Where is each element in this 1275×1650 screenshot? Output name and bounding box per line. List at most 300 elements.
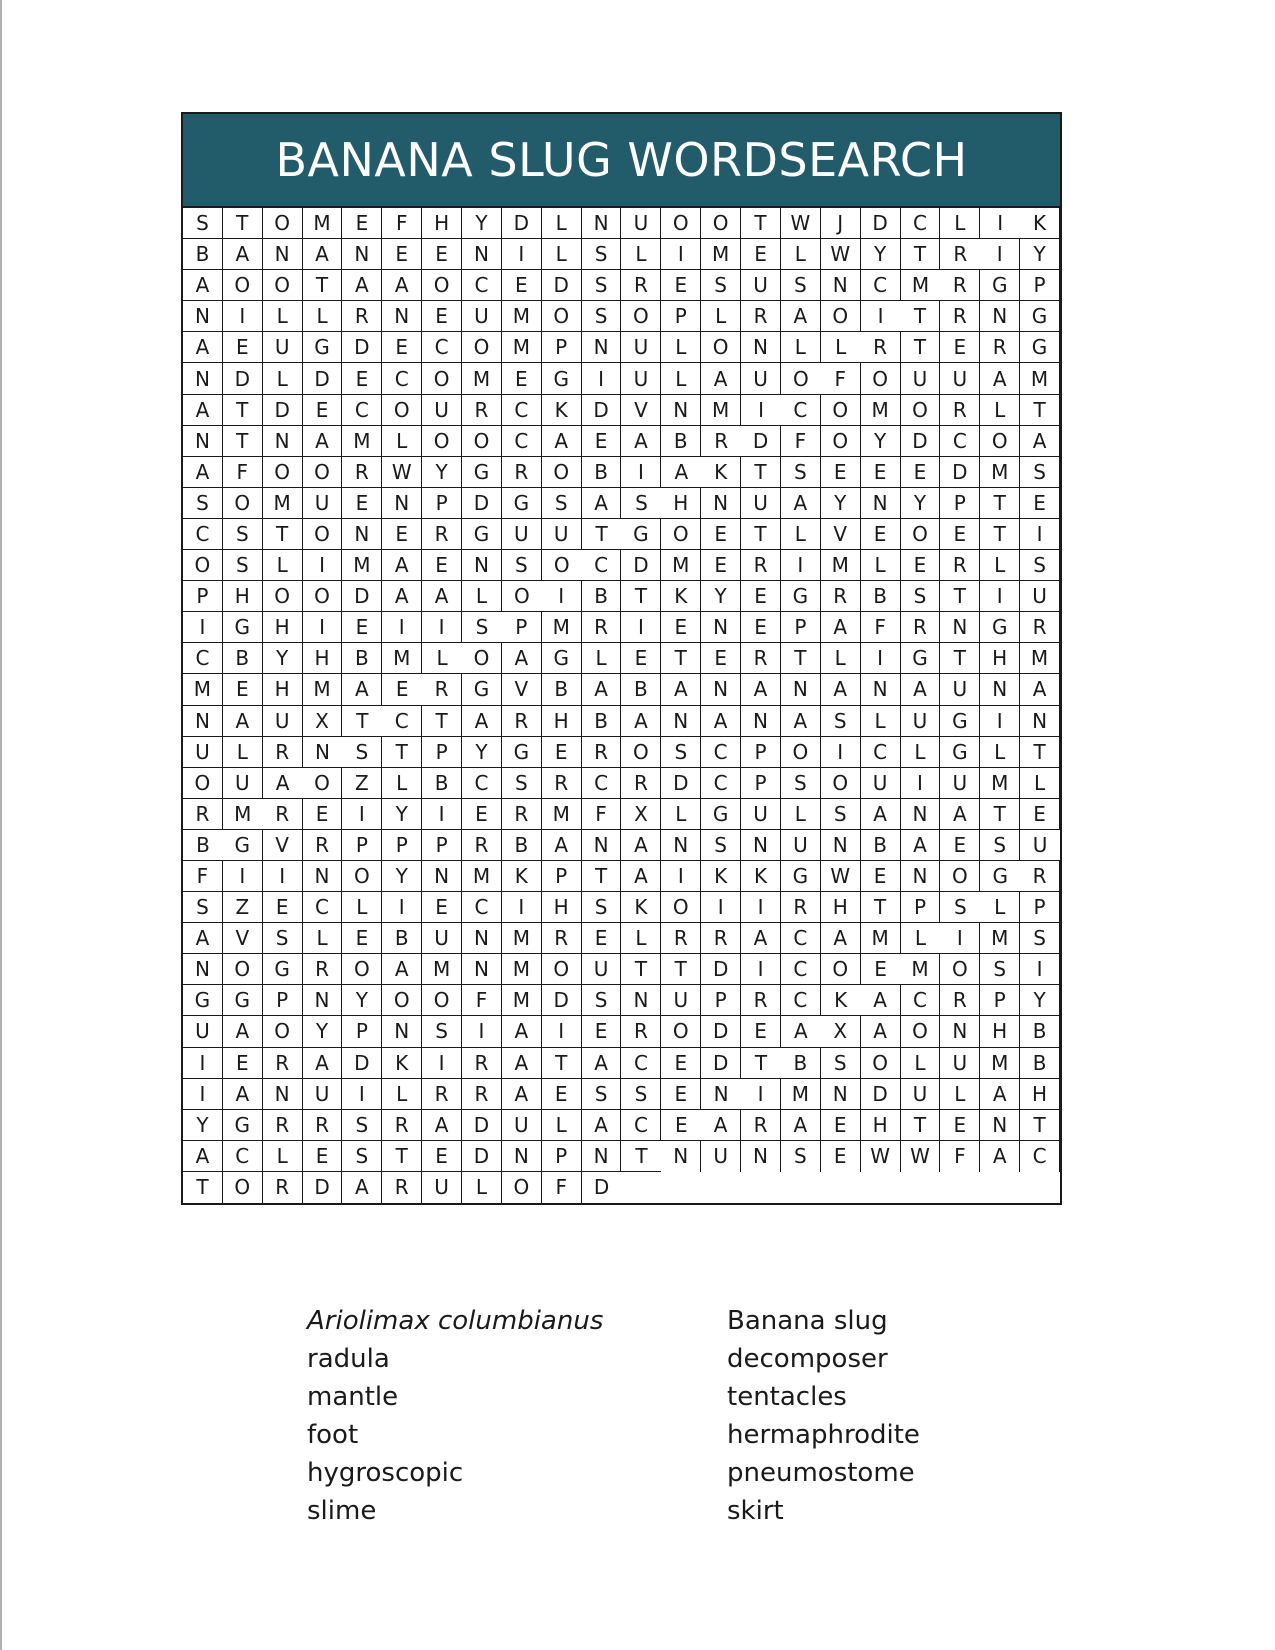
grid-cell: I	[821, 737, 861, 768]
grid-cell: D	[582, 395, 622, 426]
grid-cell: A	[582, 674, 622, 705]
grid-cell: N	[661, 1141, 701, 1172]
grid-cell: O	[342, 954, 382, 985]
grid-cell: K	[621, 892, 661, 923]
grid-cell: M	[542, 799, 582, 830]
grid-cell: R	[821, 581, 861, 612]
grid-cell: E	[940, 830, 980, 861]
grid-cell: T	[223, 426, 263, 457]
grid-cell: S	[781, 457, 821, 488]
grid-cell: E	[342, 612, 382, 643]
grid-cell: O	[263, 581, 303, 612]
grid-cell: E	[582, 1016, 622, 1047]
grid-cell: L	[821, 643, 861, 674]
grid-cell: N	[462, 954, 502, 985]
grid-cell: A	[582, 488, 622, 519]
grid-cell: N	[342, 519, 382, 550]
grid-cell: O	[462, 332, 502, 363]
grid-cell: R	[422, 1079, 462, 1110]
grid-cell: P	[422, 830, 462, 861]
grid-cell: O	[542, 550, 582, 581]
grid-cell: N	[741, 706, 781, 737]
grid-cell: C	[462, 768, 502, 799]
grid-cell: N	[861, 674, 901, 705]
grid-cell: O	[621, 301, 661, 332]
grid-cell: O	[422, 270, 462, 301]
grid-cell: D	[342, 1048, 382, 1079]
grid-cell: N	[980, 1110, 1020, 1141]
grid-cell: O	[901, 395, 941, 426]
grid-cell: T	[582, 861, 622, 892]
grid-cell: T	[901, 332, 941, 363]
grid-cell: O	[661, 208, 701, 239]
grid-cell: A	[502, 643, 542, 674]
grid-cell: R	[701, 923, 741, 954]
word-list-item: Ariolimax columbianus	[307, 1306, 604, 1336]
grid-cell: M	[342, 550, 382, 581]
grid-cell: O	[303, 457, 343, 488]
grid-cell: T	[661, 643, 701, 674]
grid-cell: D	[542, 985, 582, 1016]
grid-cell: C	[861, 270, 901, 301]
grid-cell: O	[661, 1016, 701, 1047]
grid-cell: N	[661, 706, 701, 737]
grid-cell: A	[223, 1016, 263, 1047]
grid-cell: O	[861, 1048, 901, 1079]
grid-cell: T	[901, 1110, 941, 1141]
puzzle-title: BANANA SLUG WORDSEARCH	[183, 114, 1060, 208]
grid-cell: E	[901, 550, 941, 581]
grid-cell: I	[382, 612, 422, 643]
grid-cell: O	[462, 643, 502, 674]
grid-cell: L	[901, 737, 941, 768]
grid-cell: S	[781, 270, 821, 301]
grid-cell: T	[1020, 1110, 1060, 1141]
grid-cell: O	[382, 985, 422, 1016]
grid-cell: P	[1020, 892, 1060, 923]
grid-cell: L	[462, 1172, 502, 1203]
grid-cell: P	[422, 488, 462, 519]
grid-cell: P	[741, 768, 781, 799]
grid-cell: A	[223, 239, 263, 270]
grid-cell: A	[901, 830, 941, 861]
grid-cell: C	[781, 954, 821, 985]
word-list-item: hermaphrodite	[727, 1420, 920, 1450]
grid-cell: L	[303, 923, 343, 954]
word-list-item: tentacles	[727, 1382, 847, 1412]
grid-cell: S	[901, 581, 941, 612]
grid-cell: I	[502, 892, 542, 923]
grid-cell: B	[422, 768, 462, 799]
grid-cell: U	[940, 1048, 980, 1079]
grid-cell: M	[183, 674, 223, 705]
grid-cell: T	[621, 1141, 661, 1172]
grid-cell: L	[303, 301, 343, 332]
grid-cell: E	[821, 457, 861, 488]
grid-cell: L	[542, 208, 582, 239]
grid-cell: R	[940, 985, 980, 1016]
grid-cell: B	[502, 830, 542, 861]
grid-cell: L	[781, 332, 821, 363]
grid-cell: E	[621, 643, 661, 674]
grid-cell: M	[980, 923, 1020, 954]
grid-cell: D	[741, 426, 781, 457]
grid-cell: I	[382, 892, 422, 923]
grid-cell: I	[741, 954, 781, 985]
grid-cell: A	[861, 985, 901, 1016]
grid-cell: R	[342, 301, 382, 332]
grid-cell: R	[901, 612, 941, 643]
grid-cell: T	[980, 799, 1020, 830]
grid-cell: R	[582, 737, 622, 768]
grid-cell: N	[422, 861, 462, 892]
grid-cell: B	[582, 706, 622, 737]
grid-cell: M	[502, 985, 542, 1016]
grid-cell: W	[861, 1141, 901, 1172]
grid-cell: R	[1020, 612, 1060, 643]
grid-cell: R	[382, 1172, 422, 1203]
grid-cell: H	[263, 612, 303, 643]
grid-cell: N	[781, 674, 821, 705]
grid-cell: O	[781, 363, 821, 394]
grid-cell: L	[980, 892, 1020, 923]
grid-cell: T	[940, 643, 980, 674]
grid-cell: S	[223, 550, 263, 581]
grid-cell: O	[303, 519, 343, 550]
grid-cell: I	[183, 612, 223, 643]
grid-cell: I	[1020, 519, 1060, 550]
grid-cell: D	[342, 581, 382, 612]
grid-cell: M	[1020, 363, 1060, 394]
grid-cell: E	[582, 923, 622, 954]
grid-cell: E	[382, 519, 422, 550]
grid-cell: A	[502, 1016, 542, 1047]
grid-cell: L	[263, 301, 303, 332]
grid-cell: P	[701, 985, 741, 1016]
grid-cell: B	[542, 674, 582, 705]
grid-cell: U	[223, 768, 263, 799]
grid-cell: L	[263, 550, 303, 581]
grid-cell: S	[781, 1141, 821, 1172]
grid-cell: A	[621, 426, 661, 457]
grid-cell: E	[741, 239, 781, 270]
grid-cell: C	[1020, 1141, 1060, 1172]
grid-cell: A	[701, 363, 741, 394]
grid-cell: A	[422, 581, 462, 612]
grid-cell: U	[263, 706, 303, 737]
word-list-item: mantle	[307, 1382, 399, 1412]
grid-cell: W	[781, 208, 821, 239]
grid-cell: L	[462, 581, 502, 612]
word-list-item: radula	[307, 1344, 390, 1374]
grid-cell: S	[980, 954, 1020, 985]
grid-cell: L	[342, 892, 382, 923]
grid-cell: L	[821, 332, 861, 363]
grid-cell: E	[741, 1016, 781, 1047]
grid-cell: U	[183, 1016, 223, 1047]
grid-cell: N	[901, 799, 941, 830]
grid-cell: R	[940, 239, 980, 270]
grid-cell: B	[382, 923, 422, 954]
grid-cell: A	[741, 674, 781, 705]
grid-cell: L	[980, 737, 1020, 768]
grid-cell: Y	[861, 239, 901, 270]
grid-cell: U	[741, 488, 781, 519]
grid-cell: M	[502, 954, 542, 985]
grid-cell: I	[223, 861, 263, 892]
grid-cell: A	[940, 799, 980, 830]
grid-cell: O	[701, 332, 741, 363]
grid-cell: H	[422, 208, 462, 239]
grid-cell: E	[502, 363, 542, 394]
word-list-item: skirt	[727, 1496, 784, 1526]
grid-cell: E	[462, 799, 502, 830]
grid-cell: C	[382, 706, 422, 737]
grid-cell: U	[263, 332, 303, 363]
grid-cell: P	[542, 1141, 582, 1172]
grid-cell: L	[661, 799, 701, 830]
grid-cell: K	[1020, 208, 1060, 239]
grid-cell: E	[223, 1048, 263, 1079]
letter-grid	[183, 208, 1060, 1203]
grid-cell: U	[741, 270, 781, 301]
grid-cell: V	[502, 674, 542, 705]
grid-cell: G	[1020, 332, 1060, 363]
grid-cell: D	[861, 208, 901, 239]
grid-cell: I	[980, 239, 1020, 270]
grid-cell: A	[502, 1048, 542, 1079]
grid-cell: U	[940, 363, 980, 394]
grid-cell: U	[661, 985, 701, 1016]
grid-cell: S	[980, 830, 1020, 861]
grid-cell: A	[861, 799, 901, 830]
grid-cell: R	[940, 270, 980, 301]
grid-cell: O	[422, 426, 462, 457]
grid-cell: G	[980, 861, 1020, 892]
grid-cell: G	[223, 985, 263, 1016]
grid-cell: O	[542, 301, 582, 332]
grid-cell: A	[542, 426, 582, 457]
grid-cell: U	[621, 208, 661, 239]
grid-cell: E	[701, 550, 741, 581]
grid-cell: Y	[342, 985, 382, 1016]
grid-cell: D	[701, 954, 741, 985]
word-list	[307, 1302, 1007, 1530]
grid-cell: N	[701, 612, 741, 643]
grid-cell: R	[621, 1016, 661, 1047]
grid-cell: E	[303, 395, 343, 426]
grid-cell: I	[661, 239, 701, 270]
grid-cell: M	[781, 1079, 821, 1110]
grid-cell: R	[303, 830, 343, 861]
grid-cell: U	[940, 674, 980, 705]
grid-cell: E	[422, 892, 462, 923]
grid-cell: O	[821, 301, 861, 332]
grid-cell: O	[901, 1016, 941, 1047]
grid-cell: A	[701, 706, 741, 737]
grid-cell: A	[582, 1048, 622, 1079]
grid-cell: E	[661, 270, 701, 301]
grid-cell: T	[263, 519, 303, 550]
grid-cell: A	[741, 923, 781, 954]
grid-cell: C	[781, 985, 821, 1016]
grid-cell: N	[462, 239, 502, 270]
grid-cell: P	[502, 612, 542, 643]
grid-cell: N	[901, 861, 941, 892]
grid-cell: S	[582, 239, 622, 270]
grid-cell: Y	[382, 799, 422, 830]
grid-cell: I	[861, 643, 901, 674]
grid-cell: R	[502, 799, 542, 830]
grid-cell: R	[741, 301, 781, 332]
grid-cell: N	[263, 426, 303, 457]
grid-cell: I	[980, 208, 1020, 239]
grid-cell: R	[263, 1048, 303, 1079]
grid-cell: R	[542, 923, 582, 954]
grid-cell: A	[661, 674, 701, 705]
grid-cell: O	[422, 363, 462, 394]
grid-cell: T	[741, 519, 781, 550]
grid-cell: D	[861, 1079, 901, 1110]
grid-cell: M	[861, 923, 901, 954]
grid-cell: O	[382, 395, 422, 426]
grid-cell: A	[223, 706, 263, 737]
grid-cell: S	[342, 1110, 382, 1141]
grid-cell: O	[303, 768, 343, 799]
grid-cell: U	[940, 768, 980, 799]
grid-cell: E	[821, 1141, 861, 1172]
grid-cell: E	[542, 737, 582, 768]
grid-cell: F	[223, 457, 263, 488]
grid-cell: S	[342, 1141, 382, 1172]
grid-cell: E	[422, 550, 462, 581]
grid-cell: M	[901, 954, 941, 985]
grid-cell: Y	[303, 1016, 343, 1047]
grid-cell: T	[223, 208, 263, 239]
grid-cell: T	[781, 643, 821, 674]
grid-cell: L	[542, 239, 582, 270]
grid-cell: S	[183, 892, 223, 923]
grid-cell: T	[582, 519, 622, 550]
grid-cell: N	[741, 332, 781, 363]
grid-cell: B	[183, 239, 223, 270]
grid-cell: G	[223, 612, 263, 643]
grid-cell: P	[661, 301, 701, 332]
grid-cell: O	[223, 954, 263, 985]
grid-cell: U	[781, 830, 821, 861]
grid-cell: U	[701, 1141, 741, 1172]
grid-cell: C	[940, 426, 980, 457]
grid-cell: N	[741, 830, 781, 861]
grid-cell: M	[661, 550, 701, 581]
grid-cell: G	[303, 332, 343, 363]
grid-cell: Y	[901, 488, 941, 519]
grid-cell: P	[542, 861, 582, 892]
grid-cell: S	[701, 830, 741, 861]
grid-cell: I	[621, 457, 661, 488]
grid-cell: R	[661, 923, 701, 954]
grid-cell: B	[582, 581, 622, 612]
grid-cell: L	[861, 706, 901, 737]
grid-cell: Y	[1020, 985, 1060, 1016]
grid-cell: B	[1020, 1016, 1060, 1047]
grid-cell: E	[661, 1110, 701, 1141]
grid-cell: N	[303, 861, 343, 892]
grid-cell: O	[861, 363, 901, 394]
grid-cell: A	[821, 674, 861, 705]
grid-cell: C	[621, 1048, 661, 1079]
grid-cell: A	[621, 830, 661, 861]
grid-cell: O	[661, 892, 701, 923]
grid-cell: U	[303, 488, 343, 519]
grid-cell: Y	[861, 426, 901, 457]
grid-cell: K	[741, 861, 781, 892]
grid-cell: U	[462, 301, 502, 332]
grid-cell: S	[582, 301, 622, 332]
grid-cell: I	[741, 1079, 781, 1110]
grid-cell: C	[422, 332, 462, 363]
grid-cell: U	[422, 395, 462, 426]
grid-cell: P	[382, 830, 422, 861]
word-list-item: hygroscopic	[307, 1458, 464, 1488]
grid-cell: A	[183, 270, 223, 301]
grid-cell: T	[621, 581, 661, 612]
grid-cell: D	[263, 395, 303, 426]
grid-cell: K	[542, 395, 582, 426]
grid-cell: H	[980, 1016, 1020, 1047]
grid-cell: S	[422, 1016, 462, 1047]
grid-cell: N	[661, 395, 701, 426]
grid-cell: K	[502, 861, 542, 892]
grid-cell: E	[382, 239, 422, 270]
grid-cell: I	[1020, 954, 1060, 985]
grid-cell: I	[223, 301, 263, 332]
grid-cell: C	[701, 737, 741, 768]
grid-cell: V	[621, 395, 661, 426]
grid-cell: G	[223, 830, 263, 861]
grid-cell: N	[701, 1079, 741, 1110]
grid-cell: O	[263, 457, 303, 488]
grid-cell: I	[342, 799, 382, 830]
grid-cell: R	[940, 301, 980, 332]
grid-cell: L	[263, 363, 303, 394]
grid-cell: Y	[821, 488, 861, 519]
grid-cell: N	[980, 301, 1020, 332]
grid-cell: H	[263, 674, 303, 705]
grid-cell: R	[303, 954, 343, 985]
grid-cell: D	[701, 1016, 741, 1047]
grid-cell: U	[901, 363, 941, 394]
grid-cell: A	[303, 1048, 343, 1079]
grid-cell: U	[542, 519, 582, 550]
grid-cell: S	[701, 270, 741, 301]
grid-cell: P	[901, 892, 941, 923]
grid-cell: E	[661, 612, 701, 643]
grid-cell: A	[781, 1016, 821, 1047]
grid-cell: E	[542, 1079, 582, 1110]
page-edge	[0, 0, 2, 1650]
grid-cell: A	[1020, 674, 1060, 705]
grid-cell: X	[303, 706, 343, 737]
grid-cell: O	[223, 488, 263, 519]
grid-cell: E	[861, 457, 901, 488]
grid-cell: C	[781, 923, 821, 954]
grid-cell: U	[422, 923, 462, 954]
grid-cell: G	[462, 674, 502, 705]
grid-cell: Y	[263, 643, 303, 674]
grid-cell: M	[980, 1048, 1020, 1079]
grid-cell: D	[502, 208, 542, 239]
